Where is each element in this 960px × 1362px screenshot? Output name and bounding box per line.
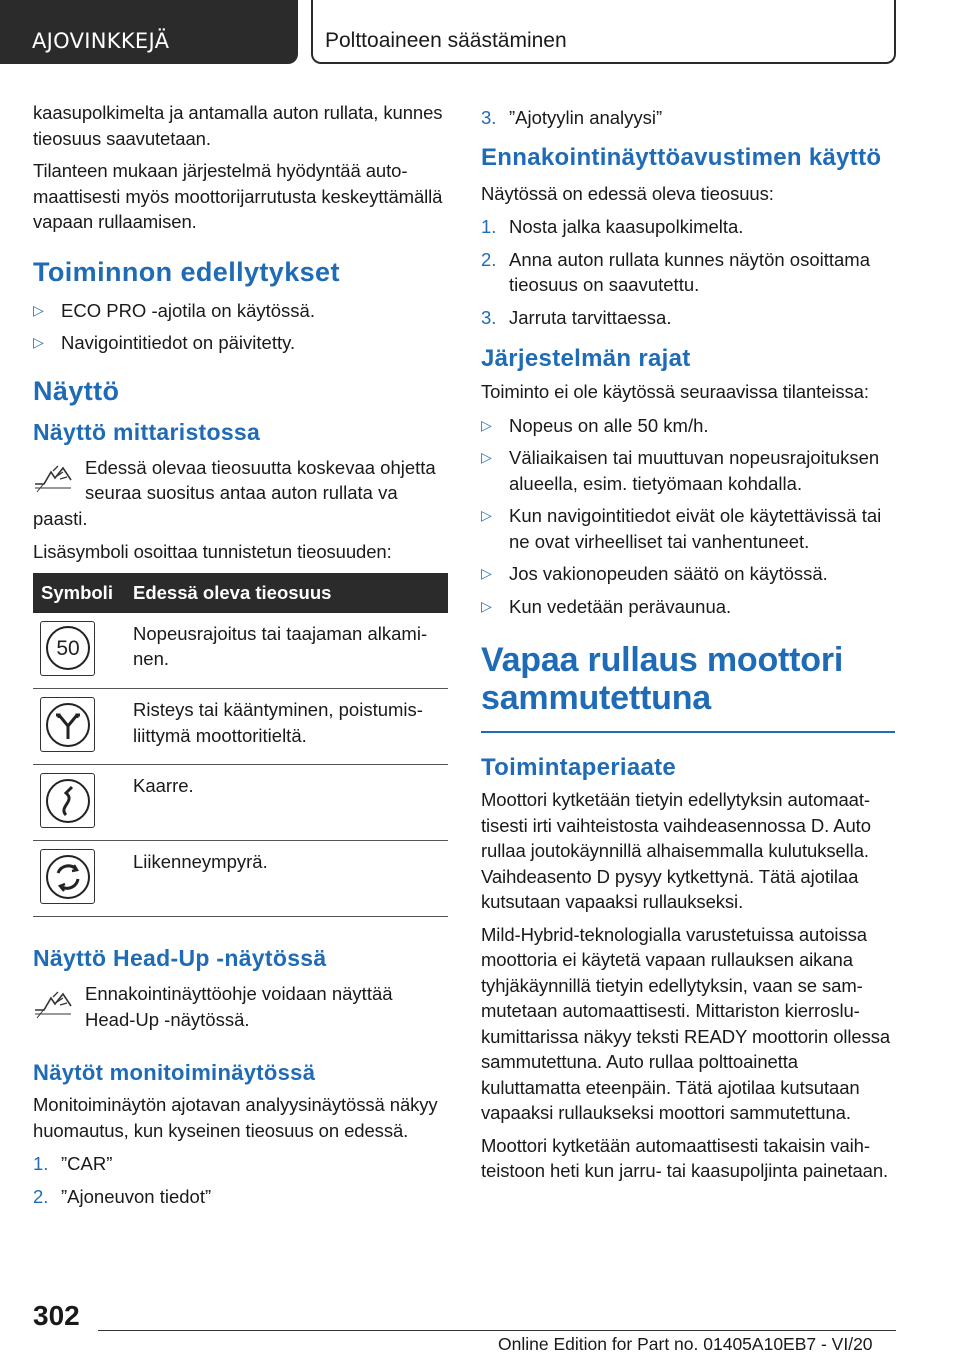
topic-tab: [311, 0, 896, 64]
use-steps: [481, 214, 895, 330]
heading-hud: Näyttö Head-Up -näytössä: [33, 945, 327, 971]
note-block: Edessä olevaa tieosuutta koskevaa ohjetta seuraa suositus antaa auton rullata va paasti.: [33, 456, 436, 529]
junction-icon: [40, 697, 95, 752]
table-row: [33, 841, 448, 917]
intro-paragraph-2: Tilanteen mukaan järjestelmä hyödyntää automaattisesti myös moottorijarrutusta keskeyttämällä vapaan rullaamisen.: [33, 160, 443, 232]
intro-paragraph-1: kaasupolkimelta ja antamalla auton rullata, kunnes tieosuus saavutetaan.: [33, 102, 443, 149]
use-paragraph: Näytössä on edessä oleva tieosuus:: [481, 182, 774, 204]
list-item: 2. ”Ajoneuvon tiedot”: [33, 1185, 212, 1207]
svg-text:50: 50: [55, 637, 80, 660]
speed-limit-50-icon: [40, 621, 95, 676]
section-title: AJOVINKKEJÄ: [32, 29, 170, 53]
note-icon: [33, 984, 73, 1024]
list-item: 3. ”Ajotyylin analyysi”: [481, 107, 663, 128]
bullet-marker: ▷: [33, 301, 44, 318]
heading-requirements: Toiminnon edellytykset: [33, 256, 340, 287]
bullet-marker: ▷: [33, 334, 44, 350]
principle-paragraph-2: Mild-Hybrid-teknologialla varustetuissa autoissa moottoria ei käytetä vapaan rullauksen aikana tyhjäkäynnillä tietyin edellytyksin, vaan se sammutetaan automaattisesti. Mittariston kierroslukumittarissa näkyy teksti READY moottorin ollessa sammutettuna. Auto rullaa polttoainetta kuluttamatta eteenpäin. Tätä ajotilaa kutsutaan vapaaksi rullaukseksi moottori sammutettuna.: [481, 923, 891, 1123]
list-item: ▷ Kun vedetään perävaunua.: [481, 595, 732, 617]
list-item: 1. ”CAR”: [33, 1153, 113, 1174]
column-header: Symboli: [33, 573, 125, 613]
list-item: ▷ Väliaikaisen tai muuttuvan nopeusrajoituksen alueella, esim. tietyömaan kohdalla.: [481, 447, 880, 494]
heading-monitor: Näytöt monitoiminäytössä: [33, 1060, 316, 1085]
monitor-steps: [33, 1151, 448, 1209]
list-item: ▷ Nopeus on alle 50 km/h.: [481, 414, 709, 436]
heading-limits: Järjestelmän rajat: [481, 345, 691, 372]
curve-icon: [40, 773, 95, 828]
list-item: ▷ Jos vakionopeuden säätö on käytössä.: [481, 563, 828, 584]
list-item: 2. Anna auton rullata kunnes näytön osoittama tieosuus on saavutettu.: [481, 248, 870, 295]
monitor-steps-continued: [481, 105, 895, 131]
table-row: [33, 613, 448, 689]
row-description: Kaarre.: [125, 765, 448, 841]
column-header: Edessä oleva tieosuus: [125, 573, 448, 613]
limits-list: [481, 413, 895, 620]
page-number: 302: [33, 1300, 80, 1331]
row-description: Nopeusrajoitus tai taajaman alkaminen.: [125, 613, 448, 689]
extra-symbol-text: Lisäsymboli osoittaa tunnistetun tieosuuden:: [33, 541, 392, 562]
row-description: Risteys tai kääntyminen, poistumisliittymä moottoritieltä.: [125, 689, 448, 765]
monitor-paragraph: Monitoiminäytön ajotavan analyysinäytössä näkyy huomautus, kun kyseinen tieosuus on edessä.: [33, 1094, 438, 1141]
principle-paragraph-3: Moottori kytketään automaattisesti takaisin vaihteistoon heti kun jarru- tai kaasupoljinta painetaan.: [481, 1134, 889, 1181]
heading-display: Näyttö: [33, 375, 120, 406]
note-block: Ennakointinäyttöohje voidaan näyttää Head-Up -näytössä.: [33, 981, 448, 1032]
page-header: [0, 0, 960, 66]
list-item: ▷ Navigointitiedot on päivitetty.: [33, 330, 448, 356]
table-row: [33, 689, 448, 765]
list-item: ▷ ECO PRO -ajotila on käytössä.: [33, 298, 448, 324]
section-tab: [0, 0, 298, 64]
heading-principle: Toimintaperiaate: [481, 754, 677, 781]
heading-use: Ennakointinäyttöavustimen käyttö: [481, 143, 882, 171]
row-description: Liikenneympyrä.: [125, 841, 448, 917]
right-column: [481, 100, 895, 1191]
section-divider: [481, 731, 895, 733]
footer-rule: [98, 1330, 896, 1331]
symbol-table: [33, 573, 448, 918]
list-item: ▷ Kun navigointitiedot eivät ole käytettävissä tai ne ovat virheelliset tai vanhentuneet.: [481, 505, 882, 552]
heading-coast: Vapaa rullaus moottori sammutettuna: [481, 641, 844, 717]
edition-text: Online Edition for Part no. 01405A10EB7 - VI/20: [498, 1334, 873, 1354]
note-icon: [33, 458, 73, 498]
list-item: 3. Jarruta tarvittaessa.: [481, 306, 672, 328]
list-item: 1. Nosta jalka kaasupolkimelta.: [481, 216, 744, 237]
roundabout-icon: [40, 849, 95, 904]
requirements-list: [33, 298, 448, 356]
heading-cluster: Näyttö mittaristossa: [33, 418, 261, 445]
left-column: [33, 100, 448, 1216]
topic-title: Polttoaineen säästäminen: [325, 29, 567, 52]
table-row: [33, 765, 448, 841]
principle-paragraph-1: Moottori kytketään tietyin edellytyksin automaattisesti irti vaihteistosta vaihdeasennossa D. Auto rullaa joutokäynnillä alhaisemmalla kulutuksella. Vaihdeasento D pysyy kytkettynä. Tätä ajotilaa kutsutaan vapaaksi rullaukseksi.: [481, 789, 871, 912]
limits-paragraph: Toiminto ei ole käytössä seuraavissa tilanteissa:: [481, 381, 869, 402]
